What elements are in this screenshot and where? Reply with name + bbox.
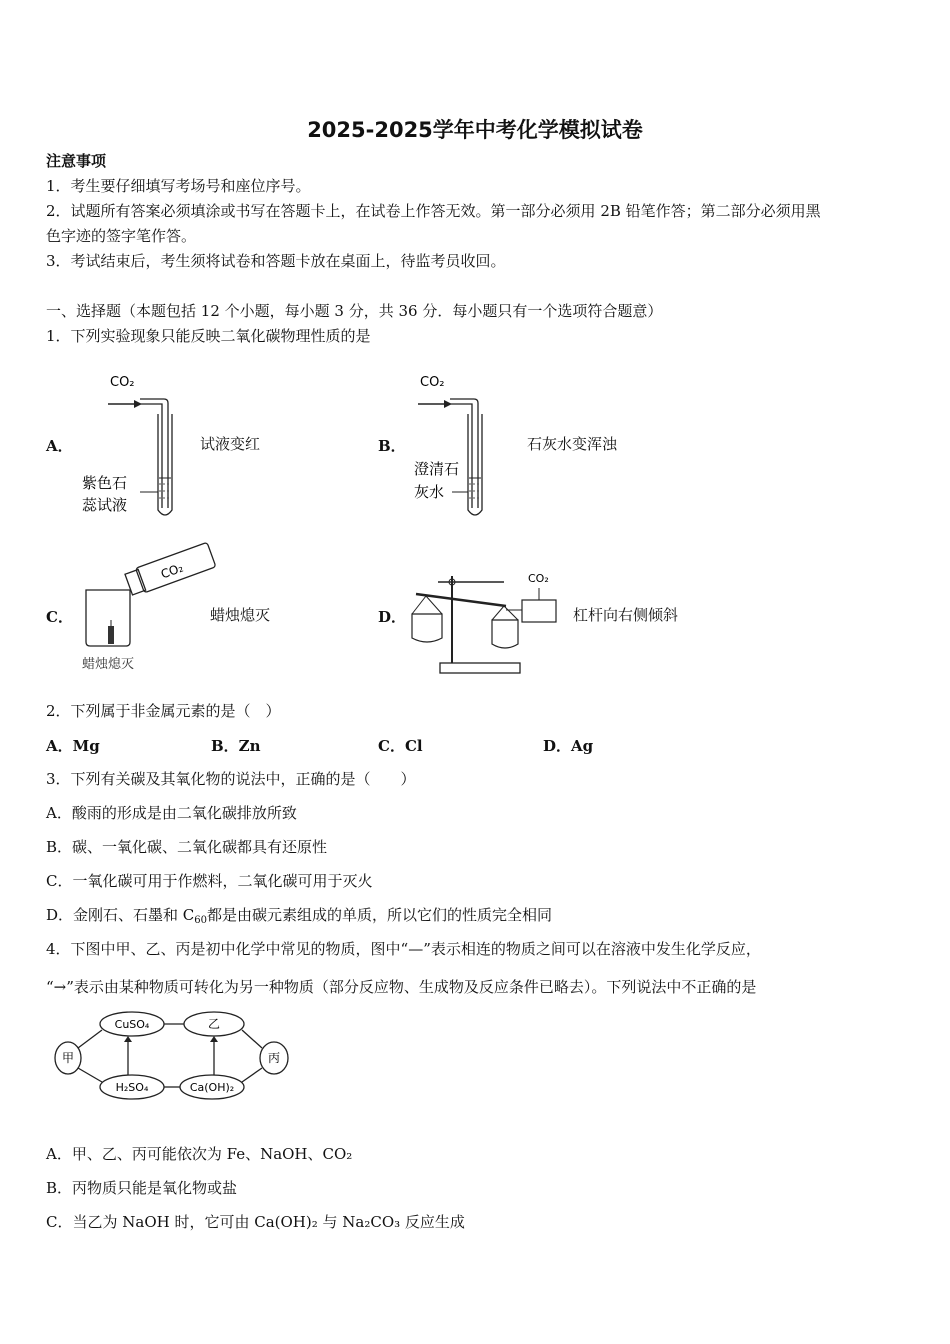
notice-line-3: 3．考试结束后，考生须将试卷和答题卡放在桌面上，待监考员收回。	[46, 252, 506, 270]
notice-heading: 注意事项	[46, 152, 107, 170]
liquid-label-1: 澄清石	[414, 460, 460, 478]
node-caoh2-label: Ca(OH)₂	[189, 1081, 235, 1094]
q2-option-b: B．Zn	[211, 737, 261, 755]
section-heading: 一、选择题（本题包括 12 个小题，每小题 3 分，共 36 分．每小题只有一个选项符合题意）	[46, 302, 663, 320]
q4-stem-line-1: 4．下图中甲、乙、丙是初中化学中常见的物质，图中“—”表示相连的物质之间可以在溶液中发生化学反应，	[46, 940, 761, 958]
liquid-label-1: 紫色石	[82, 474, 128, 492]
node-h2so4-label: H₂SO₄	[115, 1081, 149, 1094]
node-yi-label: 乙	[207, 1017, 221, 1031]
q1-option-a-text: 试液变红	[200, 435, 261, 453]
q3-stem: 3．下列有关碳及其氧化物的说法中，正确的是（ ）	[46, 770, 416, 788]
figure-caption: 蜡烛熄灭	[82, 657, 135, 672]
q3-option-a: A．酸雨的形成是由二氧化碳排放所致	[46, 804, 297, 822]
test-tube-figure-b	[412, 370, 522, 525]
q3-option-d	[46, 904, 552, 932]
q3-option-d-subscript: 60	[194, 915, 208, 926]
q1-option-c-label: C．	[46, 608, 73, 626]
liquid-label-2: 灰水	[414, 483, 445, 501]
q3-option-c: C．一氧化碳可用于作燃料，二氧化碳可用于灭火	[46, 872, 373, 890]
q2-option-d: D．Ag	[543, 737, 594, 755]
co2-label: CO₂	[420, 375, 445, 390]
q2-option-c: C．Cl	[378, 737, 423, 755]
q1-option-c-text: 蜡烛熄灭	[210, 606, 271, 624]
co2-label: CO₂	[158, 560, 186, 582]
lever-balance-figure	[404, 566, 566, 678]
node-bing-label: 丙	[267, 1051, 281, 1065]
reaction-network-diagram	[54, 1010, 294, 1110]
notice-line-2b: 色字迹的签字笔作答。	[46, 227, 197, 245]
q1-option-b-text: 石灰水变浑浊	[527, 435, 618, 453]
q4-stem-line-2: “→”表示由某种物质可转化为另一种物质（部分反应物、生成物及反应条件已略去）。下列说法中不正确的是	[46, 978, 757, 996]
node-cuso4-label: CuSO₄	[114, 1018, 150, 1031]
q2-option-a: A．Mg	[46, 737, 100, 755]
q1-option-a-label: A．	[46, 437, 73, 455]
liquid-label-2: 蕊试液	[82, 496, 128, 514]
q1-option-d-label: D．	[378, 608, 407, 626]
q3-option-d-text-2: 都是由碳元素组成的单质，所以它们的性质完全相同	[207, 906, 553, 924]
co2-label: CO₂	[528, 572, 549, 585]
q4-option-c: C．当乙为 NaOH 时，它可由 Ca(OH)₂ 与 Na₂CO₃ 反应生成	[46, 1213, 465, 1231]
q4-option-b: B．丙物质只能是氧化物或盐	[46, 1179, 238, 1197]
q3-option-d-text-1: D．金刚石、石墨和 C	[46, 906, 195, 924]
beaker-candle-figure	[76, 540, 216, 675]
notice-line-2a: 2．试题所有答案必须填涂或书写在答题卡上，在试卷上作答无效。第一部分必须用 2B 铅笔作答；第二部分必须用黑	[46, 202, 821, 220]
q4-option-a: A．甲、乙、丙可能依次为 Fe、NaOH、CO₂	[46, 1145, 353, 1163]
q1-option-b-label: B．	[378, 437, 406, 455]
co2-label: CO₂	[110, 375, 135, 390]
page-title: 2025-2025学年中考化学模拟试卷	[307, 118, 643, 142]
q2-stem: 2．下列属于非金属元素的是（ ）	[46, 702, 281, 720]
q3-option-b: B．碳、一氧化碳、二氧化碳都具有还原性	[46, 838, 328, 856]
q1-option-d-text: 杠杆向右侧倾斜	[573, 606, 679, 624]
test-tube-figure-a	[78, 370, 188, 525]
q1-stem: 1．下列实验现象只能反映二氧化碳物理性质的是	[46, 327, 371, 345]
node-jia-label: 甲	[61, 1051, 75, 1065]
notice-line-1: 1．考生要仔细填写考场号和座位序号。	[46, 177, 311, 195]
